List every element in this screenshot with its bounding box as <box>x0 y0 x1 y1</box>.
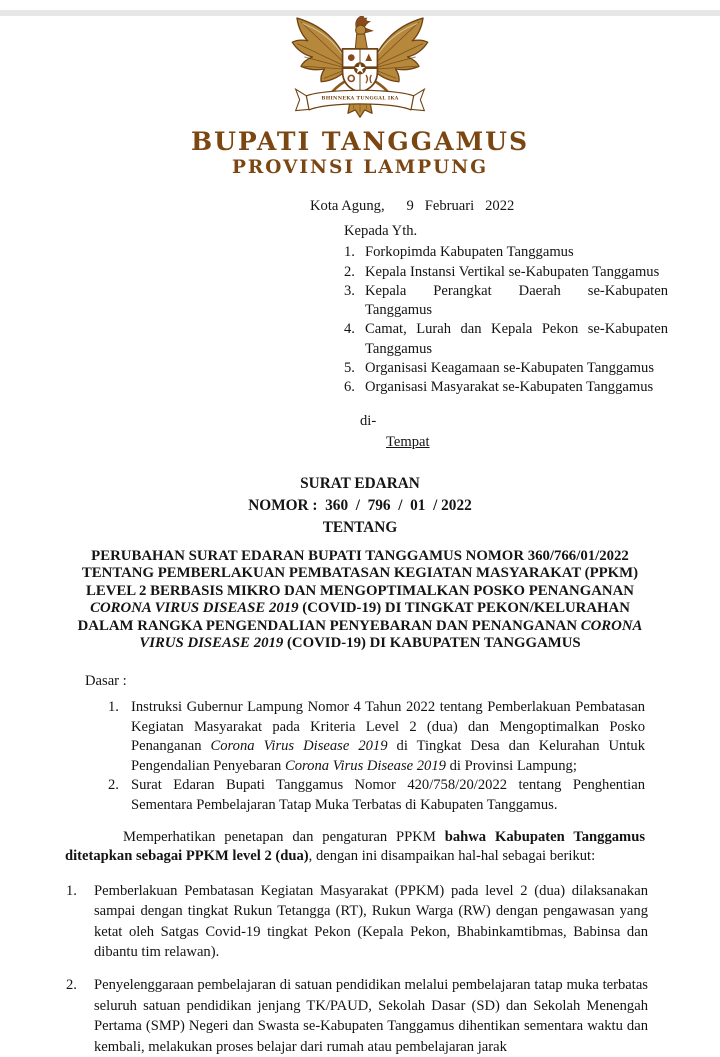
text-segment: Corona Virus Disease 2019 <box>285 757 446 774</box>
at-word: di- <box>360 413 377 430</box>
salutation: Kepada Yth. <box>344 223 418 239</box>
addressee-item: Organisasi Keagamaan se-Kabupaten Tanggamus <box>365 359 655 376</box>
place-word: Tempat <box>386 433 430 450</box>
letterhead-province: PROVINSI LAMPUNG <box>231 157 489 178</box>
text-segment: di Tingkat Desa dan Kelurahan Untuk Pengendalian Penyebaran <box>131 738 645 774</box>
text-segment: Penyelenggaraan pembelajaran di satuan pendidikan melalui pembelajaran tatap muka terbatas seluruh satuan pendidikan jenjang TK/PAUD, Sekolah Dasar (SD) dan Sekolah Menengah Pertama (SMP) Negeri dan Swasta se-Kabupaten Tanggamus dihentikan sementara waktu dan kembali, melakukan proses belajar dari rumah atau pembelajaran jarak <box>94 977 648 1055</box>
eagle-right-wing <box>371 18 428 82</box>
basis-list <box>108 698 645 814</box>
text-segment: Surat Edaran Bupati Tanggamus Nomor 420/758/20/2022 tentang Penghentian Sementara Pembelajaran Tatap Muka Terbatas di Kabupaten Tanggamus. <box>131 777 645 813</box>
text-segment: Instruksi Gubernur Lampung Nomor 4 Tahun 2022 tentang Pemberlakuan Pembatasan Kegiatan Masyarakat pada Kriteria Level 2 (dua) dan Mengoptimalkan Posko Penanganan <box>131 699 645 755</box>
text-segment: (COVID-19) DI TINGKAT PEKON/KELURAHAN DALAM RANGKA PENGENDALIAN PENYEBARAN DAN PENANGANAN <box>77 600 630 634</box>
eagle-head <box>355 15 372 49</box>
text-segment: bahwa Kabupaten Tanggamus ditetapkan sebagai PPKM level 2 (dua) <box>65 828 645 865</box>
garuda-pancasila-svg <box>285 10 435 124</box>
text-segment: Memperhatikan penetapan dan pengaturan PPKM <box>123 828 445 845</box>
addressee-block <box>344 222 668 452</box>
letterhead-office-title: BUPATI TANGGAMUS <box>190 127 530 156</box>
provision-item <box>64 975 648 1057</box>
shield-symbol-bull <box>348 54 355 61</box>
addressee-list <box>344 243 668 397</box>
text-segment: CORONA VIRUS DISEASE 2019 <box>139 617 643 652</box>
about-label: TENTANG <box>322 518 398 536</box>
text-segment: CORONA VIRUS DISEASE 2019 <box>90 600 299 617</box>
scan-edge-strip <box>0 10 720 16</box>
addressee-item: Forkopimda Kabupaten Tanggamus <box>365 244 574 261</box>
addressee-item: Kepala Perangkat Daerah se-Kabupaten Tanggamus <box>365 282 668 318</box>
basis-label: Dasar : <box>85 673 127 690</box>
addressee-item: Kepala Instansi Vertikal se-Kabupaten Tanggamus <box>365 263 660 280</box>
letter-subject <box>62 548 658 653</box>
text-segment: (COVID-19) DI KABUPATEN TANGGAMUS <box>283 635 581 652</box>
text-segment: Pemberlakuan Pembatasan Kegiatan Masyarakat (PPKM) pada level 2 (dua) dilaksanakan sampai dengan tingkat Rukun Tetangga (RT), Rukun Warga (RW) dengan pengawasan yang ketat oleh Satgas Covid-19 tingkat Pekon (Kepala Pekon, Bhabinkamtibmas, Babinsa dan dibantu tim relawan). <box>94 882 648 960</box>
letter-type: SURAT EDARAN <box>300 474 420 492</box>
text-segment: Corona Virus Disease 2019 <box>210 738 388 755</box>
considering-paragraph <box>65 828 645 867</box>
provision-item <box>64 881 648 963</box>
scanned-letter-page <box>0 10 720 1055</box>
text-segment: , dengan ini disampaikan hal-hal sebagai berikut: <box>308 848 596 865</box>
text-segment: PERUBAHAN SURAT EDARAN BUPATI TANGGAMUS NOMOR 360/766/01/2022 TENTANG PEMBERLAKUAN PEMBATASAN KEGIATAN MASYARAKAT (PPKM) LEVEL 2 BERBASIS MIKRO DAN MENGOPTIMALKAN POSKO PENANGANAN <box>81 547 639 599</box>
letter-heading <box>0 473 720 539</box>
basis-item <box>108 698 645 776</box>
dateline: Kota Agung, 9 Februari 2022 <box>310 198 515 214</box>
provisions-list <box>64 881 648 1057</box>
pancasila-shield <box>343 49 378 93</box>
motto-text: BHINNEKA TUNGGAL IKA <box>321 95 399 102</box>
garuda-pancasila-emblem <box>285 10 435 124</box>
basis-item <box>108 776 645 815</box>
text-segment: di Provinsi Lampung; <box>445 757 577 774</box>
addressee-item: Organisasi Masyarakat se-Kabupaten Tanggamus <box>365 379 654 395</box>
eagle-left-wing <box>292 18 349 82</box>
letter-number: NOMOR : 360 / 796 / 01 / 2022 <box>248 496 472 514</box>
addressee-item: Camat, Lurah dan Kepala Pekon se-Kabupaten Tanggamus <box>365 321 668 357</box>
